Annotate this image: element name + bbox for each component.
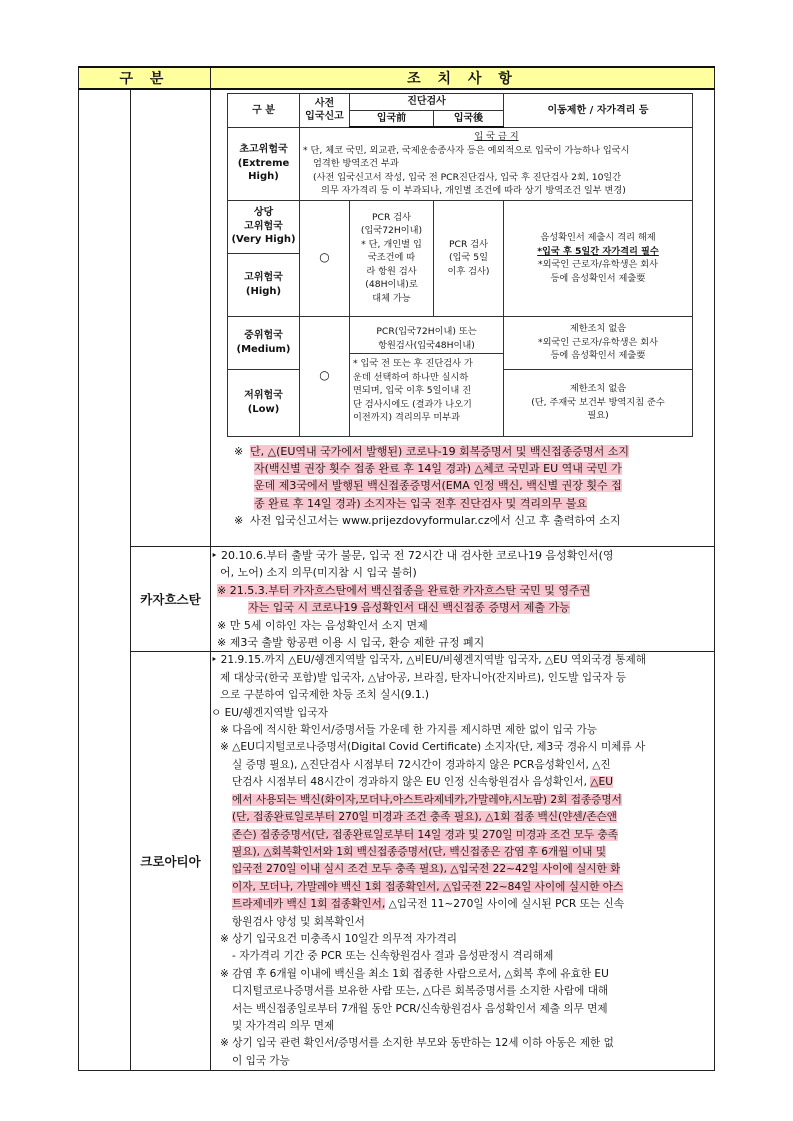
highlight-text: 에서 사용되는 백신(화이자,모더나,아스트라제네카,가말레야,시노팜) 2회 접종증명서 [232, 793, 622, 806]
inner-header-category: 구 분 [228, 94, 300, 128]
hr-line: 및 자가격리 의무 면제 [232, 1019, 335, 1032]
low-restriction: 제한조치 없음 (단, 주재국 보건부 방역지침 준수 필요) [504, 369, 693, 436]
risk-extreme: 초고위험국 (Extreme High) [228, 127, 300, 200]
country-name-czech [131, 89, 211, 547]
medium-test-top: PCR(입국72H이내) 또는 항원검사(입국48H이내) [350, 324, 503, 354]
czech-note-cont [216, 477, 710, 494]
hr-line: ※ 상기 입국요건 미충족시 10일간 의무적 자가격리 [220, 932, 457, 945]
hr-text: △입국전 11~270일 사이에 실시된 PCR 또는 신속 [385, 898, 624, 911]
extreme-line: 의무 자가격리 등 이 부과되나, 개인별 조건에 따라 상기 방역조건 일부 변경) [321, 185, 626, 196]
measures-table [78, 66, 715, 1071]
prereport-circle-medium: ○ [300, 316, 350, 436]
kz-line: ※ 제3국 출발 항공편 이용 시 입국, 환승 제한 규정 폐지 [217, 636, 485, 650]
inner-header-diagnostic: 진단검사 [350, 94, 504, 111]
category-cell [79, 547, 131, 652]
czech-row [79, 89, 715, 547]
highlight-text: 단, △(EU역내 국가에서 발행된) 코로나-19 회복증명서 및 백신접종증명서 소지 [250, 444, 630, 458]
hr-line: 제 대상국(한국 포함)발 입국자, △남아공, 브라질, 탄자니아(잔지바르), 인도발 입국자 등 [220, 671, 627, 684]
hr-line: ※ △EU디지털코로나증명서(Digital Covid Certificate) 소지자(단, 제3국 경유시 미체류 사 [220, 741, 646, 754]
hr-line: 서는 백신접종일로부터 7개월 동안 PCR/신속항원검사 음성확인서 제출 의무 면제 [232, 1002, 608, 1015]
czech-note-cont [216, 460, 710, 477]
highlight-text: 필요), △회복확인서와 1회 백신접종증명서(단, 백신접종은 감염 후 6개월 이내 및 [232, 845, 606, 858]
extreme-line: 엄격한 방역조건 부과 [313, 158, 399, 169]
hr-line [211, 896, 714, 913]
hr-line: ‣ 21.9.15.까지 △EU/쉥겐지역발 입국자, △비EU/비쉥겐지역발 입국자, △EU 역외국경 통제해 [211, 654, 646, 667]
risk-level-table [227, 93, 693, 437]
inner-header-before: 입국前 [350, 110, 434, 127]
hr-line: 디지털코로나증명서를 보유한 사람 또는, △다른 회복증명서를 소지한 사람에 대해 [232, 985, 609, 998]
kz-line: ※ 만 5세 이하인 자는 음성확인서 소지 면제 [217, 618, 428, 632]
hr-line: ㅇ EU/쉥겐지역발 입국자 [211, 706, 328, 719]
croatia-row [79, 652, 715, 1071]
highlight-text: 자(백신별 권장 횟수 접종 완료 후 14일 경과) △체코 국민과 EU 역내 국민 가 [254, 461, 622, 475]
hr-line: ※ 감염 후 6개월 이내에 백신을 최소 1회 접종한 사람으로서, △회복 후에 유효한 EU [220, 967, 609, 980]
hr-line [211, 774, 714, 791]
category-cell [79, 89, 131, 547]
kz-line: 어, 노어) 소지 의무(미지참 시 입국 불허) [220, 566, 417, 580]
entry-ban-label: 입 국 금 지 [474, 131, 519, 142]
inner-header-prereport: 사전 입국신고 [300, 94, 350, 128]
highlight-text: 트라제네카 백신 1회 접종확인서, [232, 898, 386, 911]
hr-line: - 자가격리 기간 중 PCR 또는 신속항원검사 결과 음성판정시 격리해제 [232, 950, 554, 963]
medium-low-test [350, 316, 504, 436]
kazakhstan-content [211, 547, 715, 652]
hr-line: ※ 상기 입국 관련 확인서/증명서를 소지한 부모와 동반하는 12세 이하 아동은 제한 없 [220, 1037, 614, 1050]
note-text: 사전 입국신고서는 www.prijezdovyformular.cz에서 신고 후 출력하여 소지 [250, 514, 621, 528]
hr-text: 단검사 시점부터 48시간이 경과하지 않은 EU 인정 신속항원검사 음성확인서, [232, 776, 591, 789]
extreme-description [300, 127, 693, 200]
hr-line: 실 증명 필요), △진단검사 시점부터 72시간이 경과하지 않은 PCR음성확인서, △진 [232, 758, 611, 771]
highlight-text: 입국전 270일 이내 실시 조건 모두 충족 필요), △입국전 22~42일 사이에 실시한 화 [232, 863, 621, 876]
inner-header-restriction: 이동제한 / 자가격리 등 [504, 94, 693, 128]
highlight-text: ※ 21.5.3.부터 카자흐스탄에서 백신접종을 완료한 카자흐스탄 국민 및 영주권 [217, 583, 591, 597]
highlight-text: 이자, 모더나, 가말레야 백신 1회 접종확인서, △입국전 22~84일 사이에 실시한 아스 [232, 880, 624, 893]
inner-header-after: 입국後 [434, 110, 504, 127]
category-cell [79, 652, 131, 1071]
high-restriction-line: 음성확인서 제출시 격리 해제 [540, 232, 656, 243]
risk-low: 저위험국 (Low) [228, 369, 300, 436]
czech-note-cont [216, 495, 710, 512]
croatia-content [211, 652, 715, 1071]
highlight-text: 종 완료 후 14일 경과) 소지자는 입국 전후 진단검사 및 격리의무 불요 [254, 496, 588, 510]
header-category: 구 분 [79, 67, 211, 89]
highlight-text: 존슨) 접종증명서(단, 접종완료일로부터 14일 경과 및 270일 미경과 조건 모두 충족 [232, 828, 619, 841]
high-before-test: PCR 검사 (입국72H이내) * 단, 개인별 입 국조건에 따 라 항원 검사 (48H이내)로 대체 가능 [350, 200, 434, 316]
kazakhstan-row [79, 547, 715, 652]
high-restriction [504, 200, 693, 316]
extreme-line: (사전 입국신고서 작성, 입국 전 PCR진단검사, 입국 후 진단검사 2회, 10일간 [313, 171, 622, 183]
hr-line: ※ 다음에 적시한 확인서/증명서들 가운데 한 가지를 제시하면 제한 없이 입국 가능 [220, 724, 597, 737]
table-header-row [79, 67, 715, 89]
medium-test-note: * 입국 전 또는 후 진단검사 가 운데 선택하여 하나만 실시하 면되며, 입국 이후 5일이내 진 단 검사시에도 (결과가 나오기 이전까지) 격리의무 미부과 [353, 358, 473, 424]
highlight-text: 자는 입국 시 코로나19 음성확인서 대신 백신접종 증명서 제출 가능 [248, 601, 570, 615]
header-measures: 조 치 사 항 [211, 67, 715, 89]
czech-notes [211, 443, 714, 533]
country-name-croatia: 크로아티아 [131, 652, 211, 1071]
czech-note-2: ※ 사전 입국신고서는 www.prijezdovyformular.cz에서 신고 후 출력하여 소지 [234, 514, 621, 528]
highlight-text: (단, 접종완료일로부터 270일 미경과 조건 충족 필요), △1회 접종 백신(얀센/존슨앤 [232, 811, 617, 824]
hr-line: 으로 구분하여 입국제한 차등 조치 실시(9.1.) [220, 689, 430, 702]
risk-very-high: 상당 고위험국 (Very High) [228, 200, 300, 253]
czech-content [211, 89, 715, 547]
country-name-kazakhstan: 카자흐스탄 [131, 547, 211, 652]
highlight-text: △EU [590, 776, 613, 789]
highlight-text: 운데 제3국에서 발행된 백신접종증명서(EMA 인정 백신, 백신별 권장 횟수 접 [254, 479, 622, 493]
risk-medium: 중위험국 (Medium) [228, 316, 300, 369]
hr-line: 항원검사 양성 및 회복확인서 [232, 915, 365, 928]
czech-note-1: ※ 단, △(EU역내 국가에서 발행된) 코로나-19 회복증명서 및 백신접종증명서 소지 [234, 444, 630, 458]
high-restriction-line: *외국인 근로자/유학생은 회사 등에 음성확인서 제출要 [537, 259, 659, 284]
hr-line: 이 입국 가능 [232, 1054, 290, 1067]
prereport-circle-high: ○ [300, 200, 350, 316]
high-after-test: PCR 검사 (입국 5일 이후 검사) [434, 200, 504, 316]
high-restriction-bold: *입국 후 5일간 자가격리 필수 [537, 245, 659, 257]
kz-line: ‣ 20.10.6.부터 출발 국가 불문, 입국 전 72시간 내 검사한 코로나19 음성확인서(영 [211, 549, 614, 562]
extreme-line: * 단, 체코 국민, 외교관, 국제운송종사자 등은 예외적으로 입국이 가능하나 입국시 [303, 144, 630, 156]
medium-restriction: 제한조치 없음 *외국인 근로자/유학생은 회사 등에 음성확인서 제출要 [504, 316, 693, 369]
risk-high: 고위험국 (High) [228, 253, 300, 316]
